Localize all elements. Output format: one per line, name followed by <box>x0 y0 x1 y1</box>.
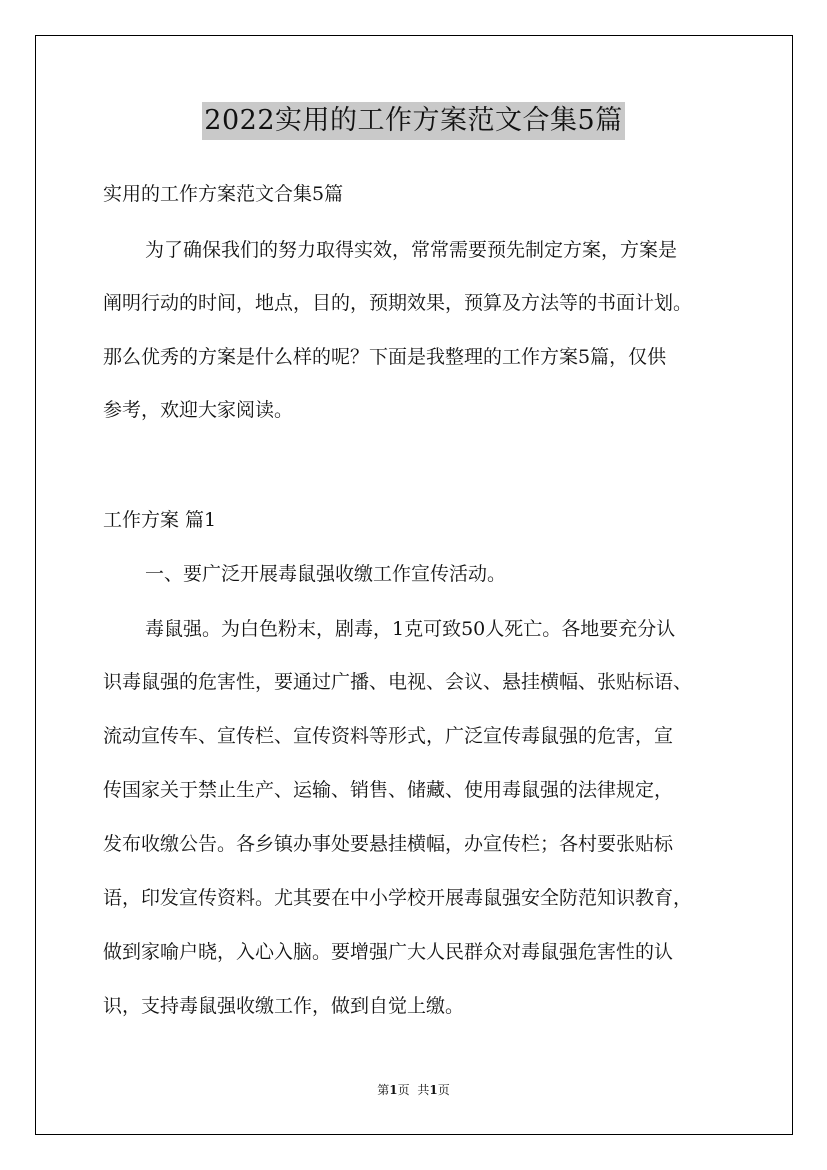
page-footer <box>0 1082 827 1098</box>
section-heading: 工作方案 篇1 <box>103 509 217 531</box>
page-suffix: 页 <box>397 1083 410 1097</box>
page-prefix: 第 <box>377 1083 390 1097</box>
body-line: 传国家关于禁止生产、运输、销售、储藏、使用毒鼠强的法律规定， <box>103 779 674 801</box>
body-line: 语，印发宣传资料。尤其要在中小学校开展毒鼠强安全防范知识教育， <box>103 887 693 909</box>
body-line: 发布收缴公告。各乡镇办事处要悬挂横幅，办宣传栏；各村要张贴标 <box>103 833 674 855</box>
title-container <box>0 102 827 140</box>
intro-line: 那么优秀的方案是什么样的呢？下面是我整理的工作方案5篇，仅供 <box>103 346 667 368</box>
body-line: 毒鼠强。为白色粉末，剧毒，1克可致50人死亡。各地要充分认 <box>145 618 676 640</box>
body-line: 识毒鼠强的危害性，要通过广播、电视、会议、悬挂横幅、张贴标语、 <box>103 671 693 693</box>
total-suffix: 页 <box>437 1083 450 1097</box>
body-line: 流动宣传车、宣传栏、宣传资料等形式，广泛宣传毒鼠强的危害，宣 <box>103 725 674 747</box>
intro-line: 为了确保我们的努力取得实效，常常需要预先制定方案，方案是 <box>145 239 678 261</box>
total-prefix: 共 <box>417 1083 430 1097</box>
body-line: 识，支持毒鼠强收缴工作，做到自觉上缴。 <box>103 995 465 1017</box>
intro-line: 阐明行动的时间，地点，目的，预期效果，预算及方法等的书面计划。 <box>103 292 693 314</box>
subtitle: 实用的工作方案范文合集5篇 <box>103 183 344 205</box>
body-line: 做到家喻户晓，入心入脑。要增强广大人民群众对毒鼠强危害性的认 <box>103 941 674 963</box>
total-number: 1 <box>429 1083 438 1097</box>
page-number: 1 <box>389 1083 398 1097</box>
intro-line: 参考，欢迎大家阅读。 <box>103 399 294 421</box>
document-title: 2022实用的工作方案范文合集5篇 <box>202 102 624 140</box>
point-heading: 一、要广泛开展毒鼠强收缴工作宣传活动。 <box>145 563 507 585</box>
